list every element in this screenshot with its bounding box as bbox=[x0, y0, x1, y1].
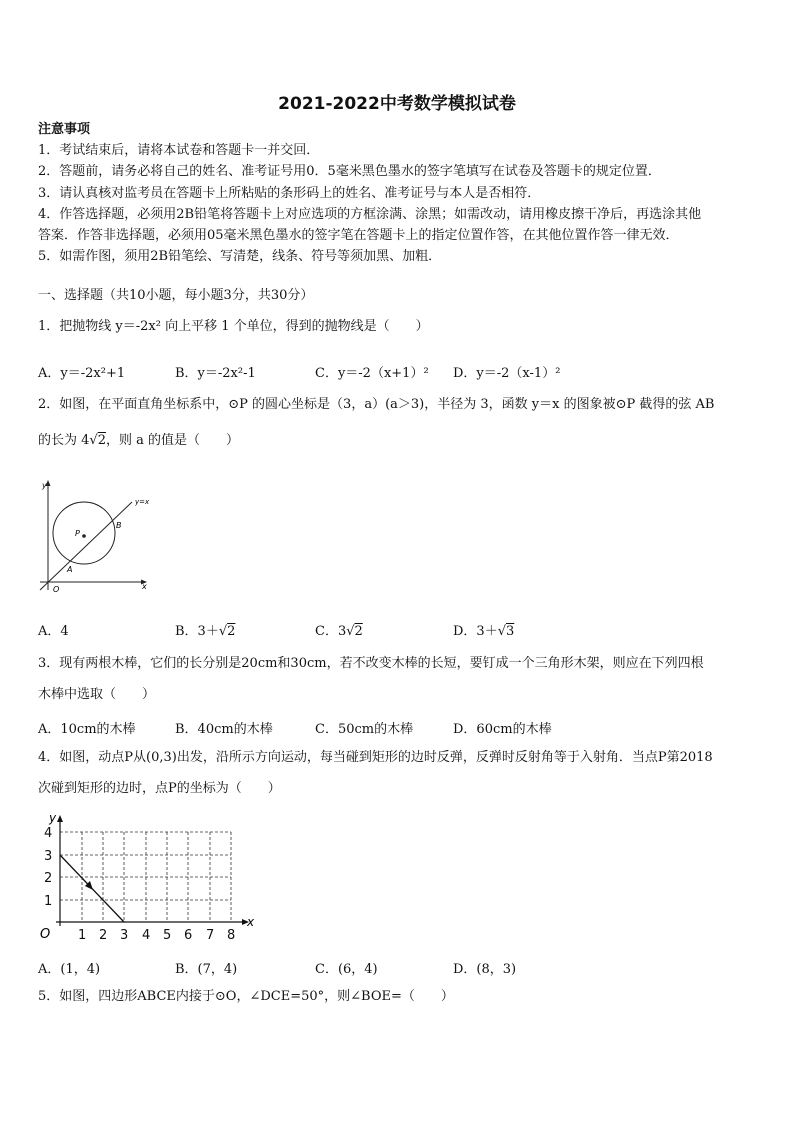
q2-stem-radicand: 2 bbox=[97, 433, 106, 448]
q2-label-o: O bbox=[53, 585, 60, 594]
sqrt-icon: √ bbox=[218, 624, 228, 639]
q2-option-b-radicand: 2 bbox=[227, 624, 236, 639]
q4-y-arrow-icon bbox=[57, 815, 63, 822]
q1-option-a: A．y＝-2x²+1 bbox=[38, 366, 126, 381]
q4-x-tick-4: 4 bbox=[142, 928, 151, 943]
q3-option-c: C．50cm的木棒 bbox=[315, 722, 414, 737]
q4-y-tick-2: 2 bbox=[44, 871, 53, 886]
q4-option-c: C．(6，4) bbox=[315, 962, 378, 977]
notice-item-2: 2．答题前，请务必将自己的姓名、准考证号用0．5毫米黑色墨水的签字笔填写在试卷及答题卡的规定位置． bbox=[38, 164, 661, 179]
q4-label-x: x bbox=[247, 915, 255, 929]
q4-x-tick-8: 8 bbox=[227, 928, 236, 943]
q4-y-tick-1: 1 bbox=[44, 894, 53, 909]
q1-stem: 1．把抛物线 y＝-2x² 向上平移 1 个单位，得到的抛物线是（ ） bbox=[38, 319, 429, 334]
q2-option-d-prefix: D．3＋ bbox=[453, 624, 498, 639]
q2-label-x: x bbox=[142, 582, 147, 591]
q4-grid bbox=[60, 832, 231, 922]
notice-item-1: 1．考试结束后，请将本试卷和答题卡一并交回． bbox=[38, 143, 320, 158]
q3-option-b: B．40cm的木棒 bbox=[175, 722, 273, 737]
q4-label-y: y bbox=[49, 812, 57, 825]
q2-option-c bbox=[315, 620, 363, 639]
q4-y-tick-3: 3 bbox=[44, 849, 53, 864]
sqrt-icon: √ bbox=[497, 624, 506, 639]
q2-stem-part1: 的长为 4 bbox=[38, 433, 90, 448]
page-title: 2021-2022中考数学模拟试卷 bbox=[278, 94, 516, 114]
notice-item-5: 5．如需作图，须用2B铅笔绘、写清楚，线条、符号等须加黑、加粗． bbox=[38, 249, 442, 264]
notice-heading: 注意事项 bbox=[38, 122, 91, 137]
q1-option-c: C．y＝-2（x+1）² bbox=[315, 366, 429, 381]
q4-stem-line1: 4．如图，动点P从(0,3)出发，沿所示方向运动，每当碰到矩形的边时反弹，反弹时反射角等于入射角．当点P第2018 bbox=[38, 750, 713, 765]
q4-option-a: A．(1，4) bbox=[38, 962, 101, 977]
q2-option-c-radicand: 2 bbox=[354, 624, 363, 639]
q2-circle-p bbox=[53, 502, 115, 564]
sqrt-icon: √ bbox=[89, 433, 98, 448]
q2-option-b-prefix: B．3＋ bbox=[175, 624, 219, 639]
sqrt-icon: √ bbox=[346, 624, 355, 639]
q4-stem-line2: 次碰到矩形的边时，点P的坐标为（ ） bbox=[38, 781, 281, 796]
section-heading: 一、选择题（共10小题，每小题3分，共30分） bbox=[38, 288, 314, 303]
q4-x-tick-2: 2 bbox=[99, 928, 108, 943]
q2-stem-part2: ，则 a 的值是（ ） bbox=[105, 433, 239, 448]
q2-figure bbox=[36, 478, 158, 602]
q2-stem-line2 bbox=[38, 433, 239, 449]
q4-x-tick-3: 3 bbox=[120, 928, 129, 943]
q5-stem: 5．如图，四边形ABCE内接于⊙O，∠DCE=50°，则∠BOE=（ ） bbox=[38, 989, 454, 1004]
q4-y-tick-4: 4 bbox=[44, 826, 53, 841]
q2-label-line: y=x bbox=[135, 498, 150, 506]
q4-x-tick-1: 1 bbox=[78, 928, 87, 943]
q4-figure bbox=[34, 812, 256, 948]
q1-option-b: B．y＝-2x²-1 bbox=[175, 366, 256, 381]
q4-x-tick-5: 5 bbox=[163, 928, 172, 943]
q2-option-b bbox=[175, 620, 235, 639]
q2-line-y-eq-x bbox=[40, 502, 132, 590]
q3-stem-line1: 3．现有两根木棒，它们的长分别是20cm和30cm，若不改变木棒的长短，要钉成一个三角形木架，则应在下列四根 bbox=[38, 656, 704, 671]
q2-stem-line1: 2．如图，在平面直角坐标系中，⊙P 的圆心坐标是（3，a）(a＞3)，半径为 3，函数 y＝x 的图象被⊙P 截得的弦 AB bbox=[38, 397, 715, 412]
q4-x-tick-7: 7 bbox=[206, 928, 215, 943]
q2-option-c-prefix: C．3 bbox=[315, 624, 347, 639]
q2-label-p: P bbox=[75, 529, 80, 538]
q2-option-d bbox=[453, 620, 514, 639]
notice-item-4-cont: 答案．作答非选择题，必须用05毫米黑色墨水的签字笔在答题卡上的指定位置作答，在其他位置作答一律无效． bbox=[38, 228, 679, 243]
q2-label-a: A bbox=[67, 565, 73, 574]
q2-center-point bbox=[82, 534, 86, 538]
q2-option-d-radicand: 3 bbox=[506, 624, 515, 639]
q3-option-a: A．10cm的木棒 bbox=[38, 722, 136, 737]
q3-option-d: D．60cm的木棒 bbox=[453, 722, 552, 737]
q2-option-a: A．4 bbox=[38, 624, 69, 639]
q4-x-tick-6: 6 bbox=[184, 928, 193, 943]
notice-item-3: 3．请认真核对监考员在答题卡上所粘贴的条形码上的姓名、准考证号与本人是否相符． bbox=[38, 186, 541, 201]
q2-label-y: y bbox=[42, 481, 47, 490]
q1-option-d: D．y＝-2（x-1）² bbox=[453, 366, 561, 381]
q4-option-b: B．(7，4) bbox=[175, 962, 238, 977]
q4-option-d: D．(8，3) bbox=[453, 962, 517, 977]
q4-tick-labels bbox=[44, 826, 235, 943]
notice-item-4: 4．作答选择题，必须用2B铅笔将答题卡上对应选项的方框涂满、涂黑；如需改动，请用橡皮擦干净后，再选涂其他 bbox=[38, 207, 702, 222]
q2-label-b: B bbox=[116, 521, 122, 530]
q3-stem-line2: 木棒中选取（ ） bbox=[38, 687, 156, 702]
q4-label-o: O bbox=[40, 927, 51, 942]
